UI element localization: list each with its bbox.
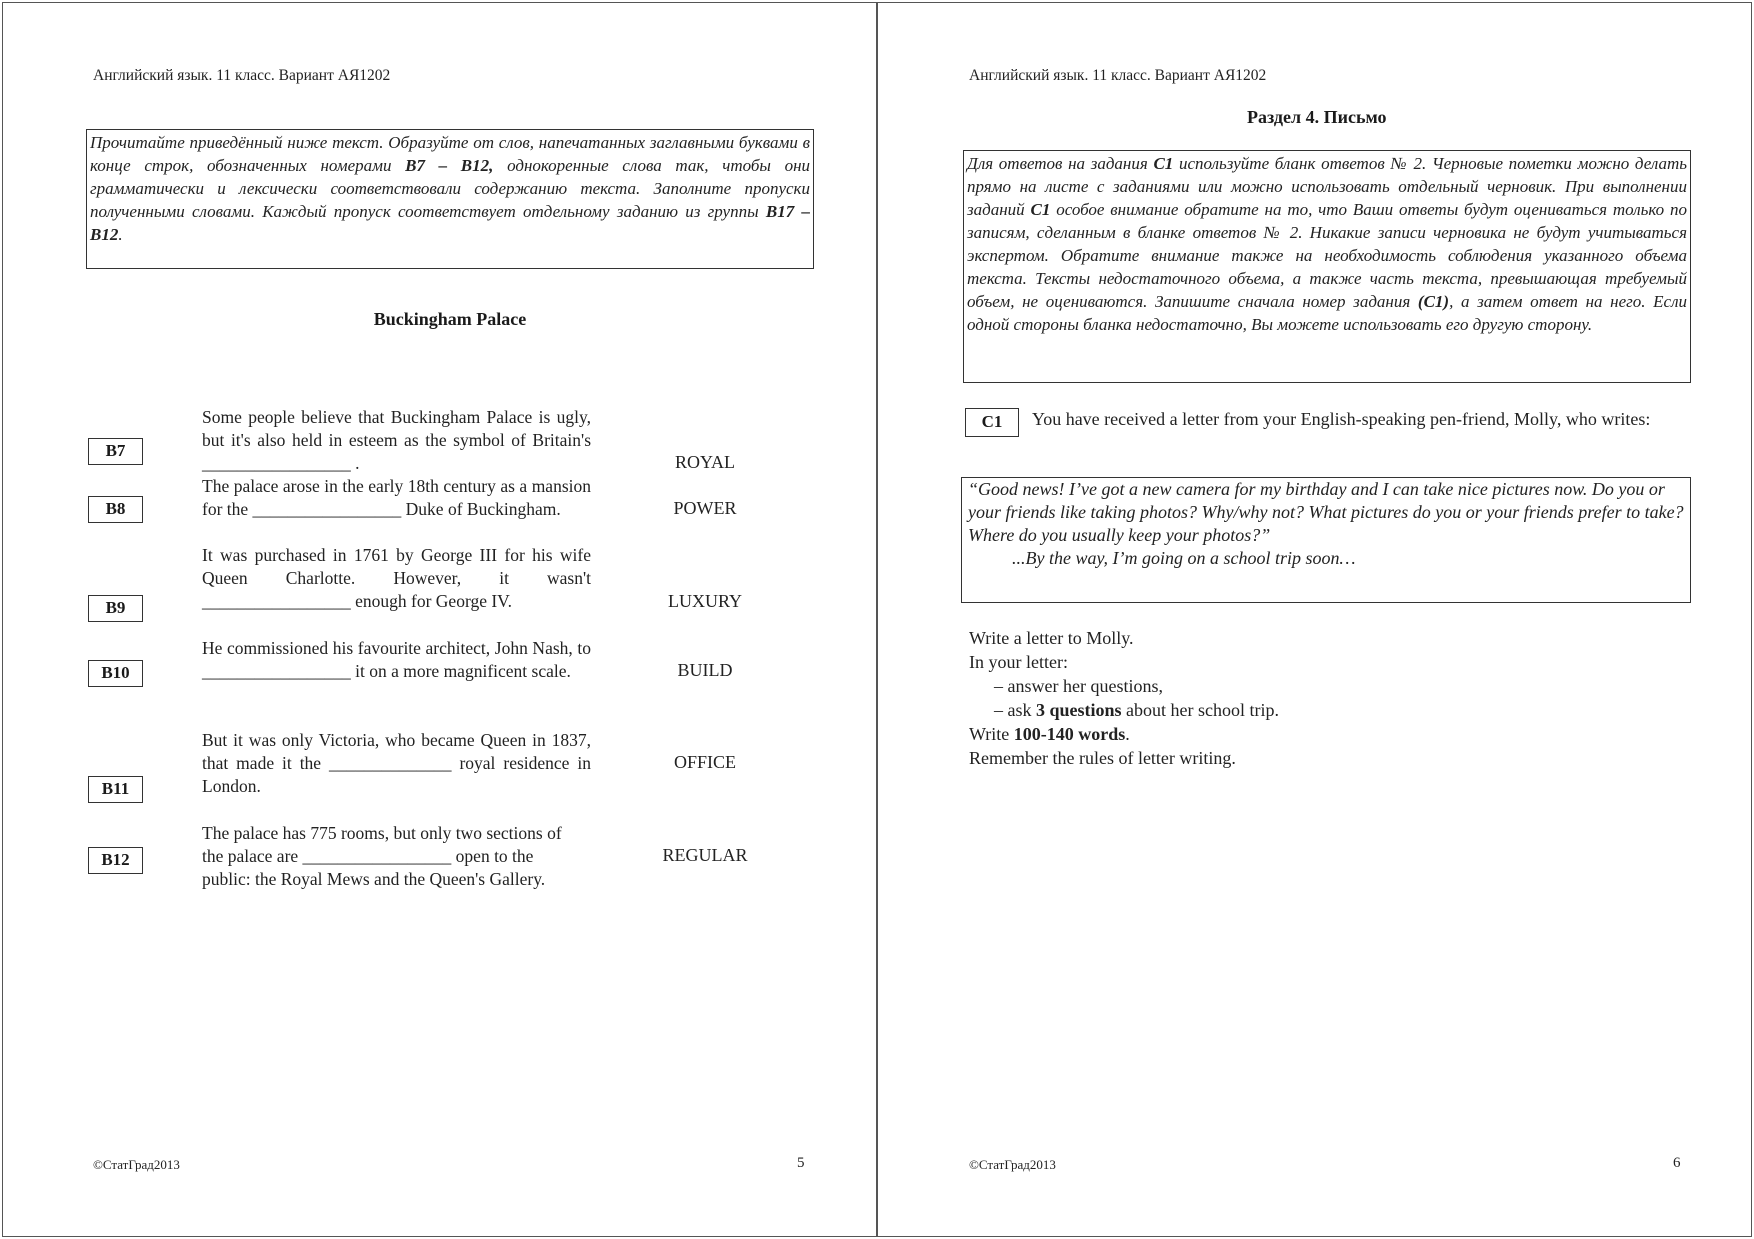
task-range: B7 – B12,	[405, 156, 494, 175]
task-label-b10: B10	[88, 660, 143, 687]
letter-ps: ...By the way, I’m going on a school trip soon…	[1012, 548, 1356, 568]
keyword-b7: ROYAL	[674, 452, 735, 472]
bullet-answer: – answer her questions,	[994, 676, 1163, 696]
footer-copyright: ©СтатГрад2013	[93, 1157, 180, 1172]
keyword-b10: BUILD	[677, 660, 733, 680]
keyword-b9: LUXURY	[667, 591, 742, 611]
task-text-b7: Some people believe that Buckingham Palace is ugly, but it's also held in esteem as the symbol of Britain's _________________ .	[202, 407, 591, 473]
instruction-box: Для ответов на задания C1 используйте бланк ответов № 2. Черновые пометки можно делать прямо на листе с заданиями или можно использовать отдельный черновик. При выполнении заданий C1 особое внимание обратите на то, что Ваши ответы будут оцениваться только по записям, сделанным в бланке ответов № 2. Никакие записи черновика не будут учитываться экспертом. Обратите внимание также на необходимость соблюдения указанного объема текста. Тексты недостаточного объема, а также часть текста, превышающая требуемый объем, не оцениваются. Запишите сначала номер задания (C1), а затем ответ на него. Если одной стороны бланка недостаточно, Вы можете использовать его другую сторону.	[963, 150, 1691, 383]
task-label-c1: C1	[965, 408, 1019, 437]
text-title: Buckingham Palace	[373, 309, 527, 329]
instruction-box: Прочитайте приведённый ниже текст. Образуйте от слов, напечатанных заглавными буквами в конце строк, обозначенных номерами B7 – B12, однокоренные слова так, чтобы они грамматически и лексически соответствовали содержанию текста. Заполните пропуски полученными словами. Каждый пропуск соответствует отдельному заданию из группы B17 – B12.	[86, 129, 814, 269]
c1-intro: You have received a letter from your English-speaking pen-friend, Molly, who writes:	[1032, 409, 1651, 429]
task-range: B17 – B12	[90, 202, 810, 244]
page-header: Английский язык. 11 класс. Вариант АЯ1202	[93, 67, 391, 84]
task-label-b7: B7	[88, 438, 143, 465]
page-header: Английский язык. 11 класс. Вариант АЯ1202	[969, 67, 1267, 84]
letter-quote-box	[961, 477, 1691, 603]
task-text-b12: The palace has 775 rooms, but only two sections of the palace are _________________ open to the public: the Royal Mews and the Queen's Gallery.	[202, 823, 562, 889]
page-number: 6	[1673, 1155, 1681, 1171]
word-count-line: Write 100-140 words.	[969, 724, 1130, 744]
keyword-b12: REGULAR	[662, 845, 748, 865]
writing-task: Write a letter to Molly. In your letter: – answer her questions, – ask 3 questions about her school trip. Write 100-140 words. Remember the rules of letter writing.	[969, 626, 1669, 770]
task-label-b11: B11	[88, 776, 143, 803]
task-text-b10: He commissioned his favourite architect, John Nash, to _________________ it on a more magnificent scale.	[202, 638, 591, 681]
page-number: 5	[797, 1155, 805, 1171]
letter-main: “Good news! I’ve got a new camera for my birthday and I can take nice pictures now. Do you or your friends like taking photos? Why/why not? What pictures do you or your friends prefer to take? Where do you usually keep your photos?”	[968, 479, 1684, 545]
section-title: Раздел 4. Письмо	[1247, 107, 1387, 127]
task-text-b11: But it was only Victoria, who became Queen in 1837, that made it the ______________ royal residence in London.	[202, 730, 591, 796]
keyword-b8: POWER	[673, 498, 737, 518]
keyword-b11: OFFICE	[673, 752, 736, 772]
bullet-ask: – ask 3 questions about her school trip.	[994, 700, 1279, 720]
task-label-b8: B8	[88, 496, 143, 523]
task-label-b9: B9	[88, 595, 143, 622]
task-text-b8: The palace arose in the early 18th century as a mansion for the _________________ Duke of Buckingham.	[202, 476, 591, 519]
task-label-b12: B12	[88, 847, 143, 874]
footer-copyright: ©СтатГрад2013	[969, 1157, 1056, 1172]
task-text-b9: It was purchased in 1761 by George III for his wife Queen Charlotte. However, it wasn't _________________ enough for George IV.	[202, 545, 591, 611]
